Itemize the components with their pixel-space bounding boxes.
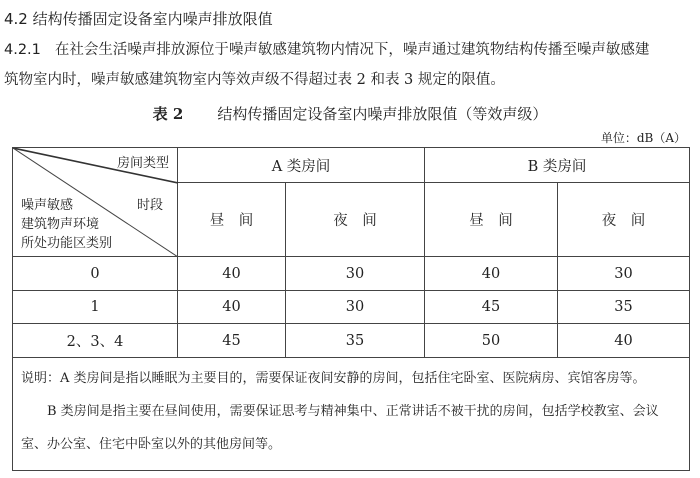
cell: 40 xyxy=(178,257,286,291)
cell: 0 xyxy=(13,257,178,291)
section-heading: 4.2 结构传播固定设备室内噪声排放限值 xyxy=(4,10,273,28)
cell: 2、3、4 xyxy=(13,324,178,358)
note-line-1: 说明：A 类房间是指以睡眠为主要目的，需要保证夜间安静的房间，包括住宅卧室、医院病房、宾馆客房等。 xyxy=(21,371,646,386)
clause-text: 在社会生活噪声排放源位于噪声敏感建筑物内情况下，噪声通过建筑物结构传播至噪声敏感建 xyxy=(54,42,650,58)
table-row xyxy=(13,257,690,291)
note-line-2: B 类房间是指主要在昼间使用，需要保证思考与精神集中、正常讲话不被干扰的房间，包括学校教室、会议 xyxy=(47,404,659,419)
period-header: 昼 间 xyxy=(425,183,558,257)
period-header: 夜 间 xyxy=(558,183,690,257)
caption-number: 表 2 xyxy=(152,105,184,123)
noise-limit-table xyxy=(12,147,690,471)
group-b-header: B 类房间 xyxy=(425,148,690,183)
clause-line-2: 筑物室内时，噪声敏感建筑物室内等效声级不得超过表 2 和表 3 规定的限值。 xyxy=(4,72,505,88)
period-header: 昼 间 xyxy=(178,183,286,257)
cell: 45 xyxy=(425,291,558,324)
table-row xyxy=(13,324,690,358)
period-header: 夜 间 xyxy=(286,183,425,257)
cell: 40 xyxy=(558,324,690,358)
corner-label-1: 噪声敏感 xyxy=(21,198,74,213)
corner-room-type: 房间类型 xyxy=(116,156,169,171)
cell: 35 xyxy=(558,291,690,324)
table-caption xyxy=(0,103,700,124)
cell: 1 xyxy=(13,291,178,324)
note-line-3: 室、办公室、住宅中卧室以外的其他房间等。 xyxy=(21,437,282,452)
cell: 30 xyxy=(558,257,690,291)
table-row xyxy=(13,291,690,324)
cell: 40 xyxy=(425,257,558,291)
cell: 35 xyxy=(286,324,425,358)
caption-text: 结构传播固定设备室内噪声排放限值（等效声级） xyxy=(217,105,548,123)
cell: 45 xyxy=(178,324,286,358)
corner-label-3: 所处功能区类别 xyxy=(21,236,113,251)
unit-label: 单位：dB（A） xyxy=(600,131,686,145)
clause-line-1 xyxy=(4,38,649,59)
corner-period: 时段 xyxy=(136,198,163,213)
table-note xyxy=(13,358,690,471)
cell: 30 xyxy=(286,257,425,291)
cell: 50 xyxy=(425,324,558,358)
corner-label-2: 建筑物声环境 xyxy=(21,217,100,232)
cell: 40 xyxy=(178,291,286,324)
clause-number: 4.2.1 xyxy=(4,42,41,58)
group-a-header: A 类房间 xyxy=(178,148,425,183)
corner-header xyxy=(13,148,178,257)
cell: 30 xyxy=(286,291,425,324)
